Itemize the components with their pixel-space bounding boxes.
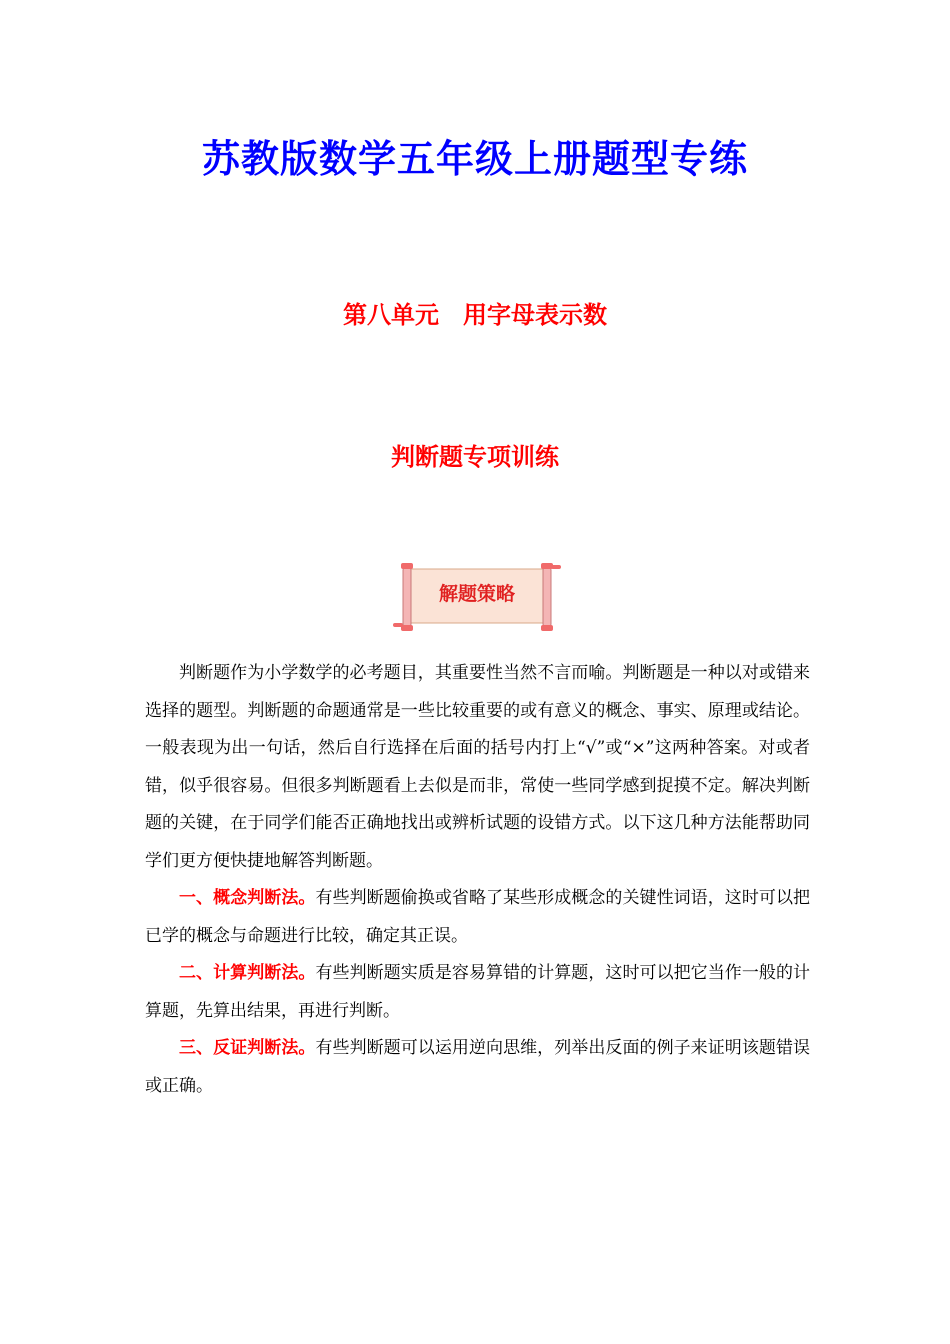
method-paragraph <box>145 1030 810 1105</box>
strategy-banner-label: 解题策略 <box>438 583 515 605</box>
method-name: 二、计算判断法。 <box>179 963 316 983</box>
method-text: 有些判断题偷换或省略了某些形成概念的关键性词语，这时可以把已学的概念与命题进行比较，确定其正误。 <box>145 888 811 946</box>
strategy-banner <box>393 563 561 631</box>
method-name: 三、反证判断法。 <box>179 1038 316 1058</box>
unit-title: 第八单元 用字母表示数 <box>343 301 607 329</box>
method-text: 有些判断题可以运用逆向思维，列举出反面的例子来证明该题错误或正确。 <box>145 1038 811 1096</box>
intro-paragraph: 判断题作为小学数学的必考题目，其重要性当然不言而喻。判断题是一种以对或错来选择的题型。判断题的命题通常是一些比较重要的或有意义的概念、事实、原理或结论。一般表现为出一句话，然后自行选择在后面的括号内打上“√”或“×”这两种答案。对或者错，似乎很容易。但很多判断题看上去似是而非，常使一些同学感到捉摸不定。解决判断题的关键，在于同学们能否正确地找出或辨析试题的设错方式。以下这几种方法能帮助同学们更方便快捷地解答判断题。 <box>145 663 810 871</box>
method-name: 一、概念判断法。 <box>179 888 316 908</box>
method-paragraph <box>145 880 810 955</box>
method-text: 有些判断题实质是容易算错的计算题，这时可以把它当作一般的计算题，先算出结果，再进行判断。 <box>145 963 811 1021</box>
method-paragraph <box>145 955 810 1030</box>
section-title: 判断题专项训练 <box>391 443 559 471</box>
strategy-text <box>145 655 810 1105</box>
main-title: 苏教版数学五年级上册题型专练 <box>201 136 748 181</box>
